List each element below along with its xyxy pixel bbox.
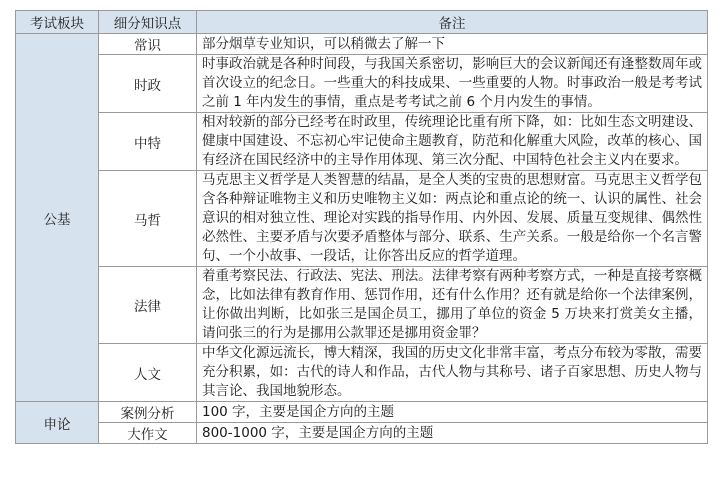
header-knowledge-point: 细分知识点 xyxy=(99,11,197,34)
topic-cell: 案例分析 xyxy=(99,402,197,423)
note-cell: 部分烟草专业知识，可以稍微去了解一下 xyxy=(197,34,708,55)
exam-content-table-wrapper xyxy=(15,10,707,444)
header-exam-section: 考试板块 xyxy=(16,11,99,34)
exam-content-table xyxy=(15,10,708,444)
note-cell: 800-1000 字，主要是国企方向的主题 xyxy=(197,423,708,444)
section-cell-shenlun: 申论 xyxy=(16,402,99,444)
table-row xyxy=(16,34,708,55)
topic-cell: 人文 xyxy=(99,344,197,402)
topic-cell: 中特 xyxy=(99,113,197,171)
note-cell: 着重考察民法、行政法、宪法、刑法。法律考察有两种考察方式，一种是直接考察概念，比如法律有教育作用、惩罚作用，还有什么作用？还有就是给你一个法律案例，让你做出判断，比如张三是国企员工，挪用了单位的资金 5 万块来打赏美女主播，请问张三的行为是挪用公款罪还是挪用资金罪？ xyxy=(197,267,708,344)
topic-cell: 法律 xyxy=(99,267,197,344)
header-remarks: 备注 xyxy=(197,11,708,34)
table-row xyxy=(16,113,708,171)
section-cell-gongji: 公基 xyxy=(16,34,99,402)
table-row xyxy=(16,55,708,113)
topic-cell: 大作文 xyxy=(99,423,197,444)
table-row xyxy=(16,402,708,423)
topic-cell: 常识 xyxy=(99,34,197,55)
note-cell: 100 字，主要是国企方向的主题 xyxy=(197,402,708,423)
table-row xyxy=(16,423,708,444)
table-row xyxy=(16,344,708,402)
table-header-row xyxy=(16,11,708,34)
topic-cell: 马哲 xyxy=(99,171,197,267)
note-cell: 中华文化源远流长，博大精深，我国的历史文化非常丰富，考点分布较为零散，需要充分积累，如：古代的诗人和作品，古代人物与其称号、诸子百家思想、历史人物与其言论、我国地貌形态。 xyxy=(197,344,708,402)
note-cell: 相对较新的部分已经考在时政里，传统理论比重有所下降，如：比如生态文明建设、健康中国建设、不忘初心牢记使命主题教育，防范和化解重大风险，改革的核心、国有经济在国民经济中的主导作用体现、第三次分配、中国特色社会主义内在要求。 xyxy=(197,113,708,171)
note-cell: 马克思主义哲学是人类智慧的结晶，是全人类的宝贵的思想财富。马克思主义哲学包含各种辩证唯物主义和历史唯物主义如：两点论和重点论的统一、认识的属性、社会意识的相对独立性、理论对实践的指导作用、内外因、发展、质量互变规律、偶然性必然性、主要矛盾与次要矛盾整体与部分、联系、生产关系。一般是给你一个名言警句、一个小故事、一段话，让你答出反应的哲学道理。 xyxy=(197,171,708,267)
note-cell: 时事政治就是各种时间段，与我国关系密切，影响巨大的会议新闻还有逢整数周年或首次设立的纪念日。一些重大的科技成果、一些重要的人物。时事政治一般是考考试之前 1 年内发生的事情，重点是考考试之前 6 个月内发生的事情。 xyxy=(197,55,708,113)
table-row xyxy=(16,171,708,267)
topic-cell: 时政 xyxy=(99,55,197,113)
table-row xyxy=(16,267,708,344)
